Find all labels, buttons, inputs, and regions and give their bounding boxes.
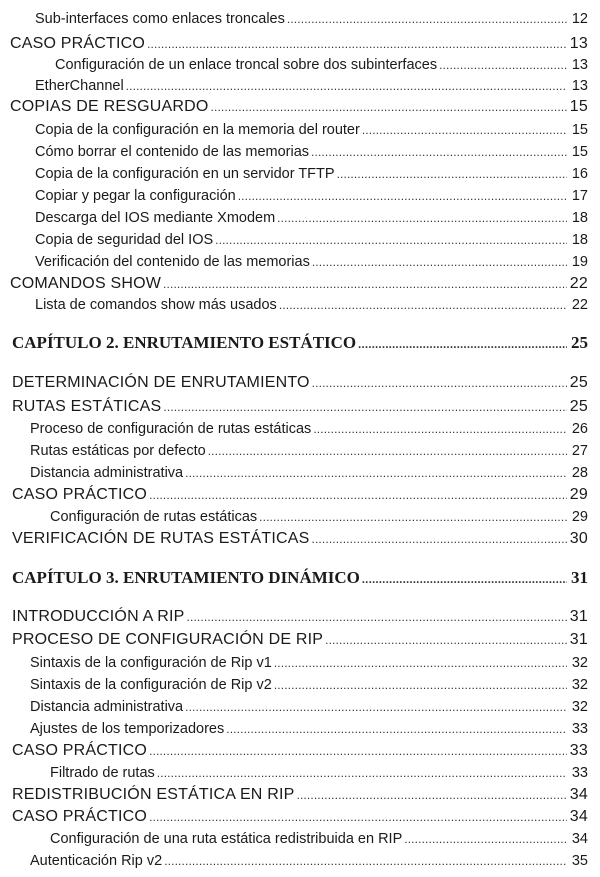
toc-entry-page: 34 [569, 786, 588, 803]
dot-leader [312, 251, 567, 273]
toc-entry-title: Configuración de rutas estáticas [50, 509, 258, 525]
toc-entry [12, 484, 588, 506]
toc-entry-page: 22 [569, 275, 588, 292]
toc-entry-page: 29 [569, 486, 588, 503]
toc-entry [12, 606, 588, 628]
toc-entry [10, 96, 588, 118]
dot-leader [279, 294, 567, 316]
toc-entry-title: EtherChannel [35, 78, 124, 94]
toc-entry-title: Copia de la configuración en un servidor TFTP [35, 166, 335, 182]
dot-leader [185, 462, 567, 484]
toc-entry-page: 33 [571, 721, 588, 737]
toc-entry-title: CASO PRÁCTICO [12, 808, 148, 825]
toc-entry [30, 652, 588, 674]
dot-leader [313, 418, 567, 440]
toc-entry-title: REDISTRIBUCIÓN ESTÁTICA EN RIP [12, 786, 295, 803]
toc-entry-page: 18 [571, 210, 588, 226]
toc-entry-page: 29 [571, 509, 588, 525]
toc-entry [35, 185, 588, 207]
toc-entry [35, 75, 588, 97]
dot-leader [149, 806, 567, 828]
toc-entry-title: Sub-interfaces como enlaces troncales [35, 11, 285, 27]
dot-leader [312, 528, 567, 550]
toc-entry-title: Copia de la configuración en la memoria del router [35, 122, 360, 138]
toc-entry-title: COMANDOS SHOW [10, 275, 162, 292]
toc-entry [10, 273, 588, 295]
toc-entry-title: CASO PRÁCTICO [12, 486, 148, 503]
toc-entry [12, 528, 588, 550]
toc-entry-page: 19 [571, 254, 588, 270]
dot-leader [337, 163, 567, 185]
dot-leader [163, 396, 566, 418]
toc-entry [12, 372, 588, 394]
toc-entry [35, 294, 588, 316]
toc-entry-title: Distancia administrativa [30, 699, 184, 715]
toc-entry-title: CASO PRÁCTICO [12, 742, 148, 759]
toc-entry [30, 718, 588, 740]
toc-entry [30, 674, 588, 696]
toc-entry-title: Autenticación Rip v2 [30, 853, 163, 869]
toc-entry [35, 229, 588, 251]
dot-leader [211, 96, 567, 118]
toc-entry [10, 33, 588, 55]
toc-entry-page: 13 [571, 57, 588, 73]
dot-leader [226, 718, 567, 740]
toc-entry-page: 34 [569, 808, 588, 825]
toc-entry [50, 762, 588, 784]
toc-entry-page: 13 [571, 78, 588, 94]
dot-leader [215, 229, 567, 251]
dot-leader [274, 652, 567, 674]
dot-leader [208, 440, 567, 462]
dot-leader [238, 185, 567, 207]
toc-entry-title: CAPÍTULO 2. ENRUTAMIENTO ESTÁTICO [12, 333, 357, 352]
toc-entry-page: 18 [571, 232, 588, 248]
dot-leader [185, 696, 567, 718]
toc-entry-page: 31 [569, 631, 588, 648]
toc-entry [50, 828, 588, 850]
toc-entry [55, 54, 588, 76]
toc-entry-page: 33 [569, 742, 588, 759]
toc-entry-title: INTRODUCCIÓN A RIP [12, 608, 185, 625]
toc-entry-title: DETERMINACIÓN DE ENRUTAMIENTO [12, 374, 310, 391]
toc-entry-page: 25 [569, 398, 588, 415]
toc-entry-page: 25 [569, 374, 588, 391]
toc-entry-title: PROCESO DE CONFIGURACIÓN DE RIP [12, 631, 324, 648]
toc-entry-title: Rutas estáticas por defecto [30, 443, 206, 459]
toc-entry [12, 806, 588, 828]
toc-entry [50, 506, 588, 528]
toc-entry [12, 740, 588, 762]
toc-entry-page: 13 [569, 35, 588, 52]
toc-entry [30, 440, 588, 462]
toc-entry-title: Configuración de una ruta estática redistribuida en RIP [50, 831, 403, 847]
toc-entry-title: COPIAS DE RESGUARDO [10, 98, 209, 115]
toc-entry-page: 22 [571, 297, 588, 313]
toc-entry-title: Copia de seguridad del IOS [35, 232, 214, 248]
toc-entry-page: 17 [571, 188, 588, 204]
toc-entry [30, 418, 588, 440]
toc-entry [12, 396, 588, 418]
toc-entry-title: Copiar y pegar la configuración [35, 188, 236, 204]
toc-entry [12, 565, 588, 591]
toc-entry-page: 15 [571, 122, 588, 138]
toc-entry [35, 251, 588, 273]
toc-entry-title: Ajustes de los temporizadores [30, 721, 225, 737]
dot-leader [274, 674, 567, 696]
dot-leader [362, 566, 567, 592]
dot-leader [312, 372, 567, 394]
toc-entry-page: 32 [571, 655, 588, 671]
toc-entry-title: Distancia administrativa [30, 465, 184, 481]
toc-entry-page: 15 [571, 144, 588, 160]
toc-entry-page: 28 [571, 465, 588, 481]
toc-entry-page: 34 [571, 831, 588, 847]
toc-entry-title: CASO PRÁCTICO [10, 35, 146, 52]
dot-leader [277, 207, 567, 229]
toc-entry-page: 31 [571, 568, 588, 587]
dot-leader [439, 54, 567, 76]
dot-leader [147, 33, 567, 55]
toc-entry-page: 30 [569, 530, 588, 547]
dot-leader [187, 606, 567, 628]
toc-entry-title: Cómo borrar el contenido de las memorias [35, 144, 310, 160]
toc-entry-page: 32 [571, 677, 588, 693]
toc-entry-page: 16 [571, 166, 588, 182]
dot-leader [358, 331, 567, 357]
dot-leader [311, 141, 567, 163]
toc-entry-page: 26 [571, 421, 588, 437]
toc-entry [35, 141, 588, 163]
toc-entry-title: Verificación del contenido de las memorias [35, 254, 310, 270]
dot-leader [149, 740, 567, 762]
toc-entry-page: 33 [571, 765, 588, 781]
toc-entry-page: 25 [571, 333, 588, 352]
toc-entry-title: Sintaxis de la configuración de Rip v1 [30, 655, 272, 671]
toc-entry-page: 35 [571, 853, 588, 869]
toc-entry-title: Configuración de un enlace troncal sobre dos subinterfaces [55, 57, 438, 73]
dot-leader [163, 273, 567, 295]
toc-entry [12, 330, 588, 356]
dot-leader [404, 828, 567, 850]
toc-entry-title: Descarga del IOS mediante Xmodem [35, 210, 276, 226]
dot-leader [362, 119, 567, 141]
dot-leader [287, 8, 567, 30]
dot-leader [325, 629, 567, 651]
toc-entry-title: VERIFICACIÓN DE RUTAS ESTÁTICAS [12, 530, 310, 547]
dot-leader [149, 484, 567, 506]
toc-entry [30, 462, 588, 484]
toc-entry-title: Filtrado de rutas [50, 765, 155, 781]
toc-entry [35, 8, 588, 30]
toc-entry [35, 207, 588, 229]
toc-entry [30, 696, 588, 718]
toc-entry-page: 12 [571, 11, 588, 27]
dot-leader [164, 850, 567, 872]
toc-entry-page: 32 [571, 699, 588, 715]
toc-entry [35, 163, 588, 185]
toc-entry-title: RUTAS ESTÁTICAS [12, 398, 162, 415]
dot-leader [126, 75, 567, 97]
toc-entry-page: 15 [569, 98, 588, 115]
toc-entry-title: Sintaxis de la configuración de Rip v2 [30, 677, 272, 693]
toc-entry [35, 119, 588, 141]
toc-entry-title: Lista de comandos show más usados [35, 297, 277, 313]
toc-entry-title: CAPÍTULO 3. ENRUTAMIENTO DINÁMICO [12, 568, 360, 587]
toc-entry-title: Proceso de configuración de rutas estáticas [30, 421, 312, 437]
toc-entry-page: 27 [571, 443, 588, 459]
dot-leader [296, 784, 566, 806]
toc-entry [12, 629, 588, 651]
toc-entry [12, 784, 588, 806]
toc-entry-page: 31 [569, 608, 588, 625]
dot-leader [157, 762, 567, 784]
toc-entry [30, 850, 588, 872]
dot-leader [259, 506, 567, 528]
